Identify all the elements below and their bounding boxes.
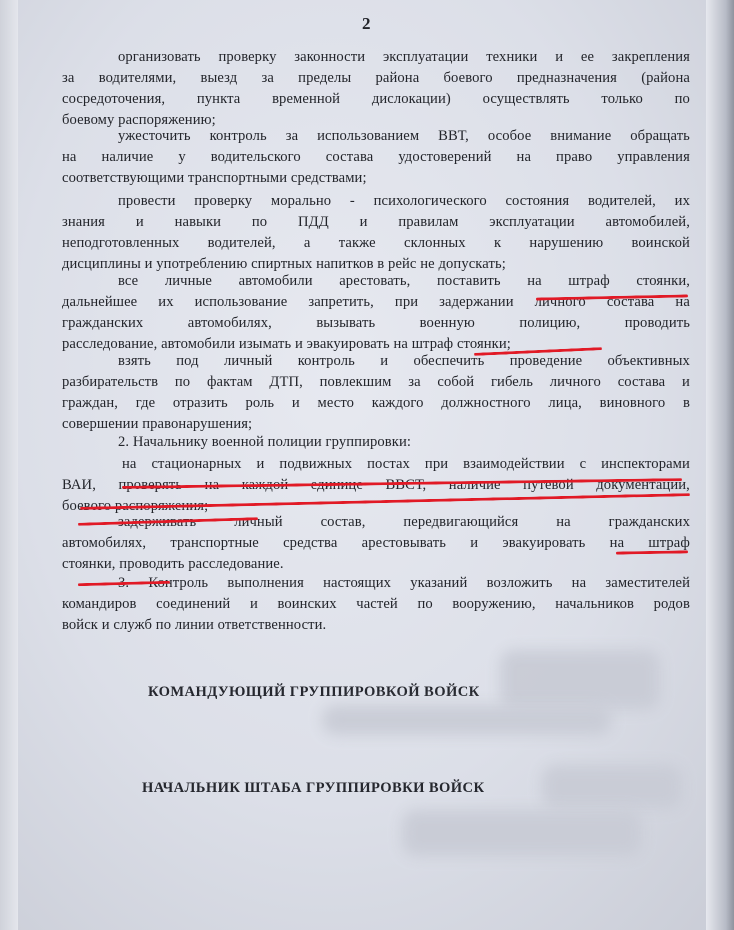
text-line: совершении правонарушения; <box>62 416 253 432</box>
text-line: на наличие у водительского состава удостоверений на право управления <box>62 149 690 165</box>
redacted-signature-2 <box>542 765 682 809</box>
text-line: разбирательств по фактам ДТП, повлекшим за собой гибель личного состава и <box>62 374 690 390</box>
underline-shtraf-3 <box>616 550 688 554</box>
redacted-name-1 <box>322 705 612 735</box>
text-line: войск и служб по линии ответственности. <box>62 617 327 633</box>
text-line: за водителями, выезд за пределы района боевого предназначения (района <box>62 70 690 86</box>
text-line: боевому распоряжению; <box>62 112 216 128</box>
signature-title-chief-of-staff: НАЧАЛЬНИК ШТАБА ГРУППИРОВКИ ВОЙСК <box>142 780 485 796</box>
text-line: ужесточить контроль за использованием ВВТ, особое внимание обращать <box>118 128 690 144</box>
text-line: соответствующими транспортными средствами; <box>62 170 367 186</box>
text-line: 2. Начальнику военной полиции группировки: <box>118 434 412 450</box>
page-number: 2 <box>362 14 371 33</box>
text-line: неподготовленных водителей, а также склонных к нарушению воинской <box>62 235 690 251</box>
text-line: 3. Контроль выполнения настоящих указаний возложить на заместителей <box>118 575 690 591</box>
text-line: задерживать личный состав, передвигающийся на гражданских <box>118 514 690 530</box>
text-line: граждан, где отразить роль и место каждого должностного лица, виновного в <box>62 395 690 411</box>
text-line: провести проверку морально - психологического состояния водителей, их <box>118 193 690 209</box>
text-line: ВАИ, проверять на каждой единице ВВСТ, наличие путевой документации, <box>62 477 690 493</box>
page-edge-right <box>706 0 734 930</box>
redacted-name-2 <box>402 810 642 856</box>
text-line: автомобилях, транспортные средства арестовывать и эвакуировать на штраф <box>62 535 690 551</box>
text-line: организовать проверку законности эксплуатации техники и ее закрепления <box>118 49 690 65</box>
text-line: стоянки, проводить расследование. <box>62 556 284 572</box>
text-line: все личные автомобили арестовать, поставить на штраф стоянки, <box>118 273 690 289</box>
text-line: дисциплины и употреблению спиртных напитков в рейс не допускать; <box>62 256 506 272</box>
document-page <box>22 0 706 930</box>
text-line: боевого распоряжения; <box>62 498 209 514</box>
text-line: дальнейшее их использование запретить, при задержании личного состава на <box>62 294 690 310</box>
text-line: на стационарных и подвижных постах при взаимодействии с инспекторами <box>122 456 690 472</box>
text-line: сосредоточения, пункта временной дислокации) осуществлять только по <box>62 91 690 107</box>
text-line: гражданских автомобилях, вызывать военную полицию, проводить <box>62 315 690 331</box>
page-edge-left <box>0 0 18 930</box>
text-line: взять под личный контроль и обеспечить проведение объективных <box>118 353 690 369</box>
text-line: командиров соединений и воинских частей по вооружению, начальников родов <box>62 596 690 612</box>
text-line: знания и навыки по ПДД и правилам эксплуатации автомобилей, <box>62 214 690 230</box>
signature-title-commander: КОМАНДУЮЩИЙ ГРУППИРОВКОЙ ВОЙСК <box>148 684 480 700</box>
text-line: расследование, автомобили изымать и эвакуировать на штраф стоянки; <box>62 336 511 352</box>
redacted-signature-1 <box>500 650 660 710</box>
